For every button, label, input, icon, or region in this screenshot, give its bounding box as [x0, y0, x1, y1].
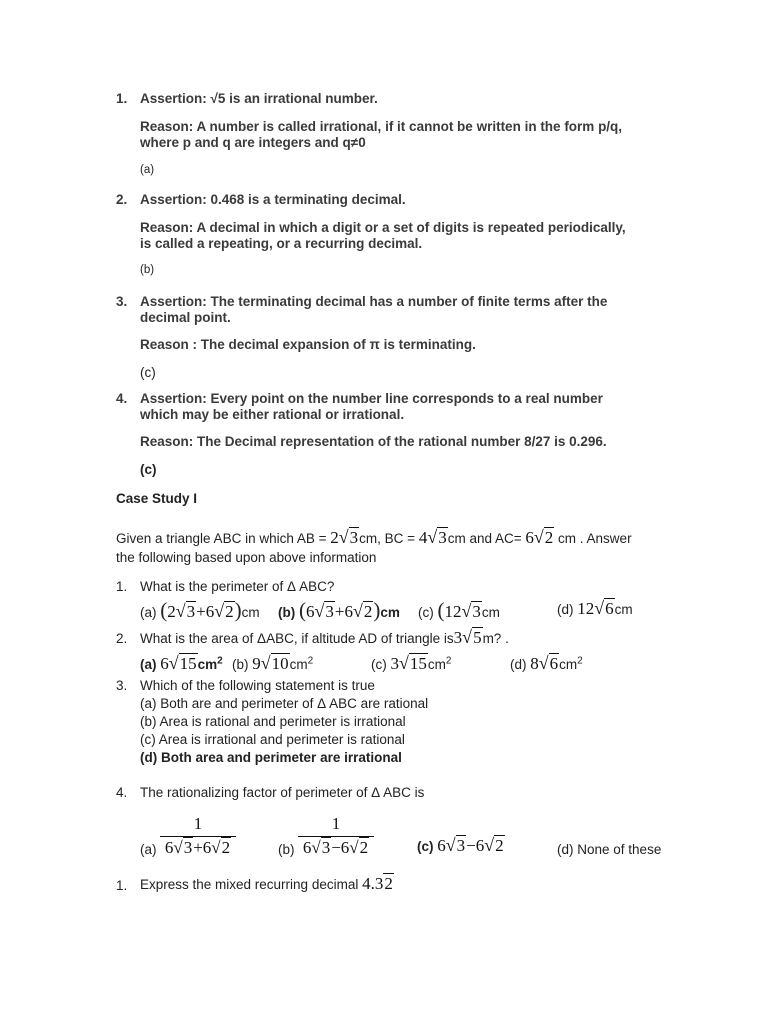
q4-option-b-fraction: 1 6√3−6√2	[298, 814, 374, 858]
case-intro-line1: Given a triangle ABC in which AB = 2√3cm, BC = 4√3cm and AC= 6√2 cm . Answer	[116, 527, 632, 547]
q4-option-a-label: (a)	[140, 842, 157, 857]
question-number: 3.	[116, 678, 128, 693]
q1-option-c: (c) (12√3cm	[418, 598, 500, 622]
question-text: What is the perimeter of Δ ABC?	[140, 579, 335, 594]
q2-option-a: (a) $6√15cm^2$	[140, 653, 223, 673]
question-text: The rationalizing factor of perimeter of Δ ABC is	[140, 785, 425, 800]
q1-option-a: (a) (2√3+6√2)cm	[140, 598, 260, 622]
q3-option-d: (d) Both area and perimeter are irrational	[140, 750, 402, 765]
q3-option-a: (a) Both are and perimeter of Δ ABC are rational	[140, 696, 429, 711]
item-number: 3.	[116, 294, 128, 309]
reason-text: Reason : The decimal expansion of π is terminating.	[140, 337, 476, 352]
q1-option-b: (b) (6√3+6√2)cm	[278, 598, 400, 622]
ac-value: 6√2	[525, 527, 554, 547]
item-number: 4.	[116, 391, 128, 406]
reason-text-cont: is called a repeating, or a recurring decimal.	[140, 236, 423, 251]
answer-label: (b)	[140, 264, 155, 276]
q4-option-c: (c) 6√3−6√2	[417, 835, 504, 855]
assertion-text: Assertion: The terminating decimal has a number of finite terms after the	[140, 294, 608, 309]
question-number: 1.	[116, 579, 128, 594]
assertion-text: Assertion: √5 is an irrational number.	[140, 91, 378, 106]
assertion-text: Assertion: Every point on the number line corresponds to a real number	[140, 391, 603, 406]
reason-text: Reason: The Decimal representation of the rational number 8/27 is 0.296.	[140, 434, 607, 449]
item-number: 1.	[116, 91, 128, 106]
question-text: What is the area of ΔABC, if altitude AD of triangle is3√5m? .	[140, 627, 509, 647]
q4-option-b-label: (b)	[278, 842, 295, 857]
q2-option-b: (b) $9√10cm^2$	[232, 653, 314, 673]
item-number: 2.	[116, 192, 128, 207]
q4-option-d: (d) None of these	[557, 842, 662, 857]
q4-option-a-fraction: 1 6√3+6√2	[160, 814, 236, 858]
assertion-text-cont: which may be either rational or irrational.	[140, 407, 405, 422]
reason-text-cont: where p and q are integers and q≠0	[140, 135, 366, 150]
case-intro-line2: the following based upon above information	[116, 550, 377, 565]
bc-value: 4√3	[418, 527, 447, 547]
reason-text: Reason: A number is called irrational, if it cannot be written in the form p/q,	[140, 119, 623, 134]
answer-label: (c)	[140, 462, 157, 477]
answer-label: (c)	[140, 365, 156, 380]
assertion-text-cont: decimal point.	[140, 310, 231, 325]
q1-option-d: (d) 12√6cm	[557, 598, 633, 618]
reason-text: Reason: A decimal in which a digit or a set of digits is repeated periodically,	[140, 220, 626, 235]
answer-label: (a)	[140, 164, 155, 176]
q3-option-b: (b) Area is rational and perimeter is irrational	[140, 714, 406, 729]
question-number: 1.	[116, 878, 128, 893]
question-text: Which of the following statement is true	[140, 678, 375, 693]
question-number: 2.	[116, 631, 128, 646]
question-number: 4.	[116, 785, 128, 800]
q2-option-c: (c) $3√15cm^2$	[371, 653, 452, 673]
assertion-text: Assertion: 0.468 is a terminating decimal.	[140, 192, 406, 207]
ab-value: 2√3	[330, 527, 359, 547]
q3-option-c: (c) Area is irrational and perimeter is rational	[140, 732, 405, 747]
section-title: Case Study I	[116, 491, 198, 506]
recurring-decimal: 4.32	[362, 874, 393, 893]
question-text: Express the mixed recurring decimal 4.32	[140, 874, 393, 893]
q2-option-d: (d) $8√6cm^2$	[510, 653, 583, 673]
